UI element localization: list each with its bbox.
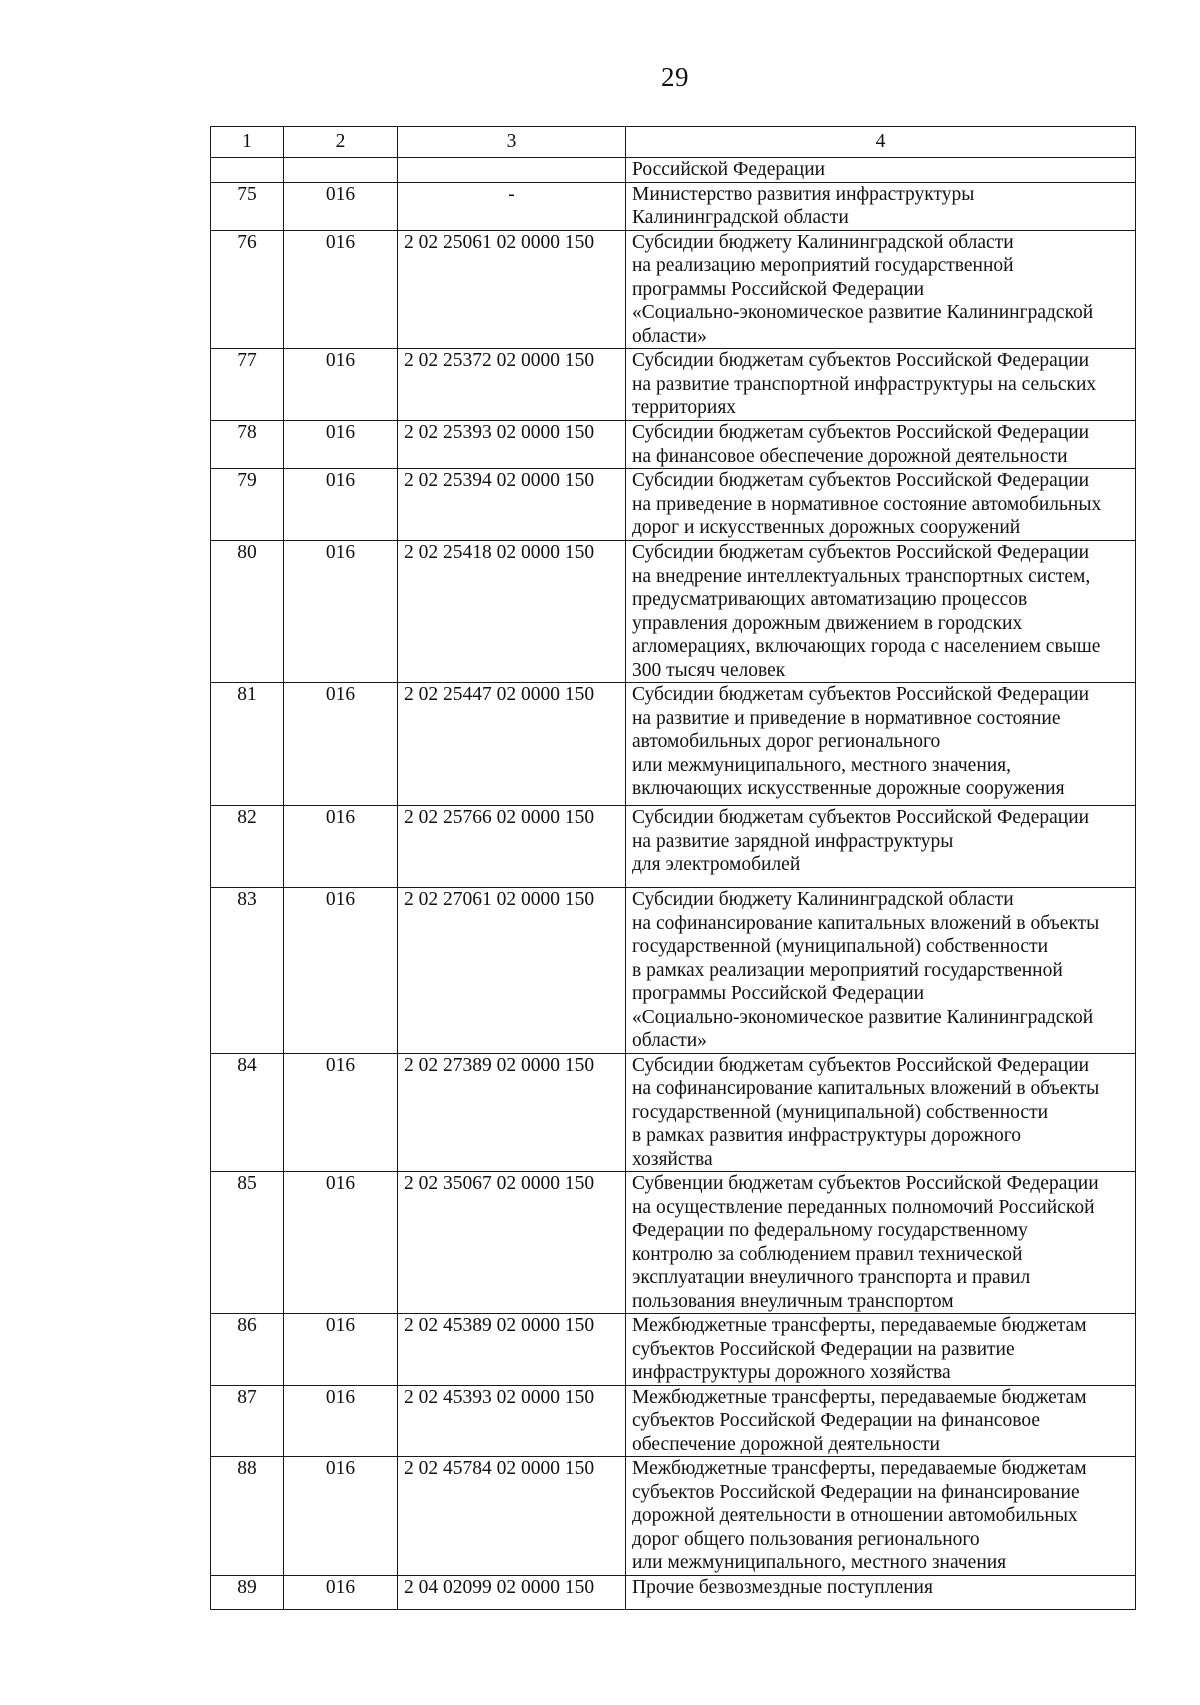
row-number-cell: 82 <box>211 806 284 888</box>
row-number-cell: 88 <box>211 1457 284 1576</box>
income-code-cell: 2 04 02099 02 0000 150 <box>398 1575 626 1609</box>
table-row <box>211 182 1136 230</box>
row-number-cell: 78 <box>211 421 284 469</box>
row-number-cell: 76 <box>211 230 284 349</box>
admin-code-cell: 016 <box>284 806 398 888</box>
income-code-cell: 2 02 25061 02 0000 150 <box>398 230 626 349</box>
income-code-cell: 2 02 25394 02 0000 150 <box>398 469 626 541</box>
page-number: 29 <box>661 62 689 92</box>
table-header-row <box>211 127 1136 158</box>
row-number-cell: 77 <box>211 349 284 421</box>
income-name-cell: Субсидии бюджетам субъектов Российской Федерации на приведение в нормативное состояние автомобильных дорог и искусственных дорожных сооружений <box>626 469 1136 541</box>
income-name-cell: Российской Федерации <box>626 158 1136 183</box>
income-name-cell: Межбюджетные трансферты, передаваемые бюджетам субъектов Российской Федерации на финансовое обеспечение дорожной деятельности <box>626 1385 1136 1457</box>
table-row <box>211 230 1136 349</box>
income-code-cell: 2 02 27389 02 0000 150 <box>398 1053 626 1172</box>
admin-code-cell: 016 <box>284 541 398 683</box>
row-number-cell: 86 <box>211 1314 284 1386</box>
row-number-cell: 75 <box>211 182 284 230</box>
admin-code-cell: 016 <box>284 182 398 230</box>
income-name-cell: Межбюджетные трансферты, передаваемые бюджетам субъектов Российской Федерации на финансирование дорожной деятельности в отношении автомобильных дорог общего пользования регионального или межмуниципального, местного значения <box>626 1457 1136 1576</box>
admin-code-cell: 016 <box>284 230 398 349</box>
row-number-cell: 80 <box>211 541 284 683</box>
income-name-cell: Прочие безвозмездные поступления <box>626 1575 1136 1609</box>
admin-code-cell: 016 <box>284 888 398 1054</box>
row-number-cell: 79 <box>211 469 284 541</box>
table-row <box>211 806 1136 888</box>
admin-code-cell: 016 <box>284 683 398 806</box>
admin-code-cell: 016 <box>284 1172 398 1314</box>
column-header-2: 2 <box>284 127 398 158</box>
income-code-cell: 2 02 45393 02 0000 150 <box>398 1385 626 1457</box>
row-number-cell: 89 <box>211 1575 284 1609</box>
income-name-cell: Субсидии бюджетам субъектов Российской Федерации на софинансирование капитальных вложений в объекты государственной (муниципальной) собственности в рамках развития инфраструктуры дорожного хозяйства <box>626 1053 1136 1172</box>
income-name-cell: Межбюджетные трансферты, передаваемые бюджетам субъектов Российской Федерации на развитие инфраструктуры дорожного хозяйства <box>626 1314 1136 1386</box>
table-row <box>211 349 1136 421</box>
admin-code-cell: 016 <box>284 349 398 421</box>
income-code-cell: 2 02 25447 02 0000 150 <box>398 683 626 806</box>
income-code-cell: 2 02 27061 02 0000 150 <box>398 888 626 1054</box>
income-name-cell: Субсидии бюджетам субъектов Российской Федерации на развитие транспортной инфраструктуры на сельских территориях <box>626 349 1136 421</box>
table-row <box>211 421 1136 469</box>
table-row <box>211 1457 1136 1576</box>
income-code-cell: 2 02 45784 02 0000 150 <box>398 1457 626 1576</box>
income-code-cell: 2 02 25766 02 0000 150 <box>398 806 626 888</box>
income-name-cell: Субсидии бюджетам субъектов Российской Федерации на финансовое обеспечение дорожной деятельности <box>626 421 1136 469</box>
table-row <box>211 1575 1136 1609</box>
row-number-cell: 83 <box>211 888 284 1054</box>
revenue-codes-table <box>210 126 1136 1610</box>
admin-code-cell: 016 <box>284 469 398 541</box>
admin-code-cell: 016 <box>284 421 398 469</box>
admin-code-cell: 016 <box>284 1575 398 1609</box>
row-number-cell <box>211 158 284 183</box>
admin-code-cell: 016 <box>284 1053 398 1172</box>
income-name-cell: Субсидии бюджету Калининградской области на реализацию мероприятий государственной программы Российской Федерации «Социально-экономическое развитие Калининградской области» <box>626 230 1136 349</box>
admin-code-cell: 016 <box>284 1457 398 1576</box>
table-row <box>211 683 1136 806</box>
row-number-cell: 85 <box>211 1172 284 1314</box>
income-name-cell: Субвенции бюджетам субъектов Российской Федерации на осуществление переданных полномочий Российской Федерации по федеральному государственному контролю за соблюдением правил технической эксплуатации внеуличного транспорта и правил пользования внеуличным транспортом <box>626 1172 1136 1314</box>
table-row <box>211 541 1136 683</box>
table-body <box>211 158 1136 1610</box>
column-header-1: 1 <box>211 127 284 158</box>
table-row <box>211 1053 1136 1172</box>
row-number-cell: 87 <box>211 1385 284 1457</box>
income-code-cell: 2 02 45389 02 0000 150 <box>398 1314 626 1386</box>
income-code-cell: - <box>398 182 626 230</box>
row-number-cell: 81 <box>211 683 284 806</box>
income-name-cell: Субсидии бюджетам субъектов Российской Федерации на развитие и приведение в нормативное состояние автомобильных дорог регионального или межмуниципального, местного значения, включающих искусственные дорожные сооружения <box>626 683 1136 806</box>
income-code-cell: 2 02 35067 02 0000 150 <box>398 1172 626 1314</box>
admin-code-cell <box>284 158 398 183</box>
table-row <box>211 1314 1136 1386</box>
admin-code-cell: 016 <box>284 1385 398 1457</box>
column-header-3: 3 <box>398 127 626 158</box>
income-name-cell: Министерство развития инфраструктуры Калининградской области <box>626 182 1136 230</box>
income-name-cell: Субсидии бюджету Калининградской области на софинансирование капитальных вложений в объекты государственной (муниципальной) собственности в рамках реализации мероприятий государственной программы Российской Федерации «Социально-экономическое развитие Калининградской области» <box>626 888 1136 1054</box>
income-code-cell <box>398 158 626 183</box>
table-row <box>211 1172 1136 1314</box>
row-number-cell: 84 <box>211 1053 284 1172</box>
table-row <box>211 1385 1136 1457</box>
income-code-cell: 2 02 25418 02 0000 150 <box>398 541 626 683</box>
table-row <box>211 158 1136 183</box>
income-name-cell: Субсидии бюджетам субъектов Российской Федерации на внедрение интеллектуальных транспортных систем, предусматривающих автоматизацию процессов управления дорожным движением в городских агломерациях, включающих города с населением свыше 300 тысяч человек <box>626 541 1136 683</box>
table-row <box>211 469 1136 541</box>
income-name-cell: Субсидии бюджетам субъектов Российской Федерации на развитие зарядной инфраструктуры для электромобилей <box>626 806 1136 888</box>
income-code-cell: 2 02 25372 02 0000 150 <box>398 349 626 421</box>
column-header-4: 4 <box>626 127 1136 158</box>
table-row <box>211 888 1136 1054</box>
admin-code-cell: 016 <box>284 1314 398 1386</box>
income-code-cell: 2 02 25393 02 0000 150 <box>398 421 626 469</box>
